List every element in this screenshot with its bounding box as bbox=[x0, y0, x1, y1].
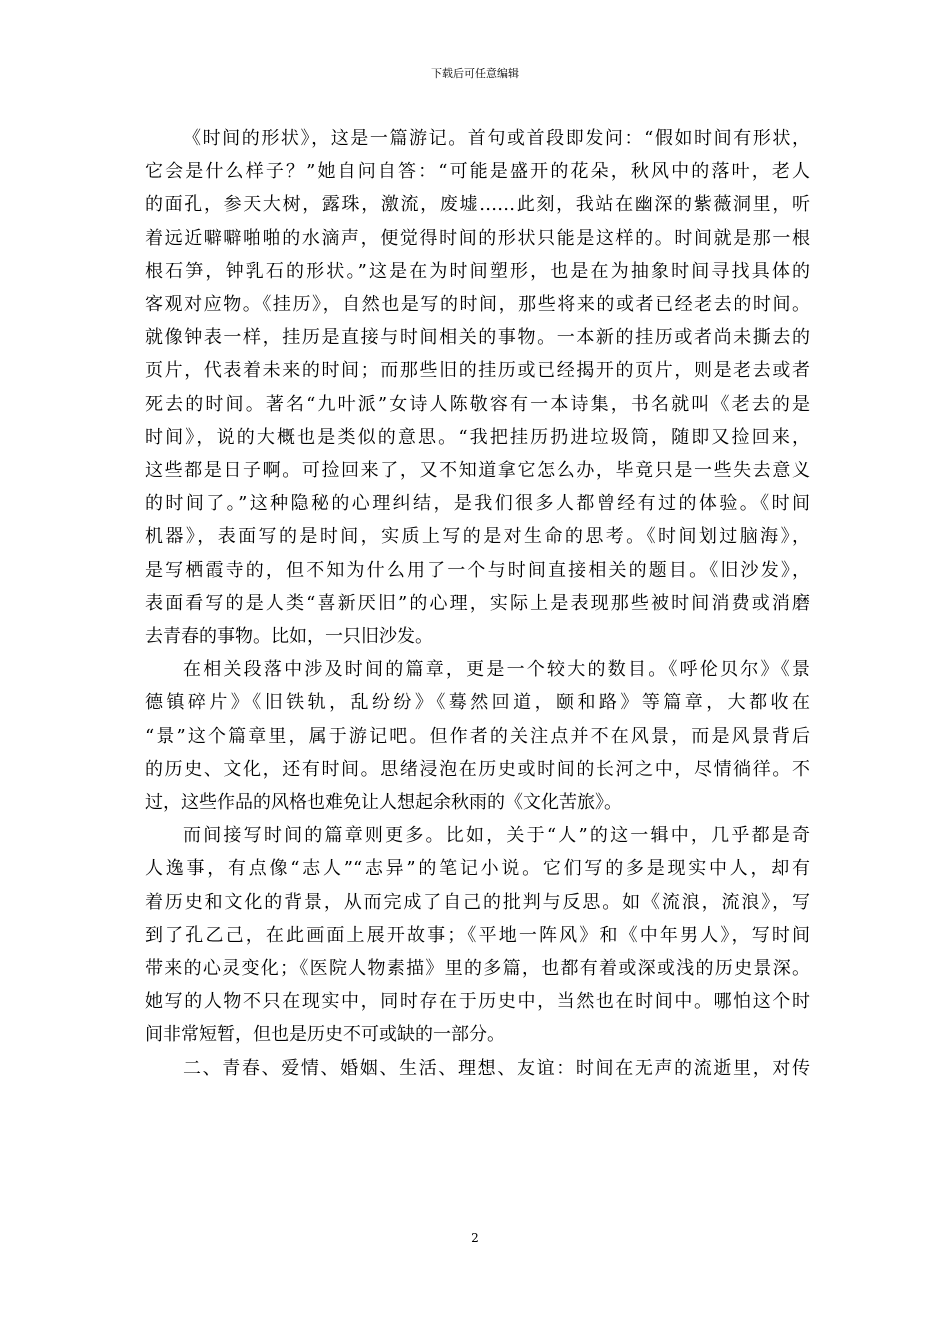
text-line: 就像钟表一样，挂历是直接与时间相关的事物。一本新的挂历或者尚未撕去的 bbox=[145, 327, 810, 349]
text-line: 表面看写的是人类“喜新厌旧”的心理，实际上是表现那些被时间消费或消磨 bbox=[145, 592, 810, 614]
text-line: 的时间了。”这种隐秘的心理纠结，是我们很多人都曾经有过的体验。《时间 bbox=[145, 493, 810, 515]
text-line: 在相关段落中涉及时间的篇章，更是一个较大的数目。《呼伦贝尔》《景 bbox=[183, 659, 810, 681]
text-line: 它会是什么样子？”她自问自答：“可能是盛开的花朵，秋风中的落叶，老人 bbox=[145, 161, 810, 183]
text-line: 着历史和文化的背景，从而完成了自己的批判与反思。如《流浪，流浪》，写 bbox=[145, 891, 810, 913]
text-line: 人逸事，有点像“志人”“志异”的笔记小说。它们写的多是现实中人，却有 bbox=[145, 858, 810, 880]
text-line: 这些都是日子啊。可捡回来了，又不知道拿它怎么办，毕竟只是一些失去意义 bbox=[145, 460, 810, 482]
page-header: 下载后可任意编辑 bbox=[431, 67, 519, 80]
text-line: 德镇碎片》《旧铁轨，乱纷纷》《蓦然回道，颐和路》等篇章，大都收在 bbox=[145, 692, 810, 714]
text-line: 她写的人物不只在现实中，同时存在于历史中，当然也在时间中。哪怕这个时 bbox=[145, 991, 810, 1013]
text-line: 根石笋，钟乳石的形状。”这是在为时间塑形，也是在为抽象时间寻找具体的 bbox=[145, 260, 810, 282]
text-line: 到了孔乙己，在此画面上展开故事；《平地一阵风》和《中年男人》，写时间 bbox=[145, 924, 810, 946]
text-line: 死去的时间。著名“九叶派”女诗人陈敬容有一本诗集，书名就叫《老去的是 bbox=[145, 393, 810, 415]
text-line: 《时间的形状》，这是一篇游记。首句或首段即发问：“假如时间有形状， bbox=[183, 128, 810, 149]
document-body bbox=[145, 122, 810, 1085]
text-line: 页片，代表着未来的时间；而那些旧的挂历或已经揭开的页片，则是老去或者 bbox=[145, 360, 810, 382]
paragraph-1 bbox=[145, 122, 810, 653]
text-line: 时间》，说的大概也是类似的意思。“我把挂历扔进垃圾筒，随即又捡回来， bbox=[145, 426, 810, 448]
text-line: 而间接写时间的篇章则更多。比如，关于“人”的这一辑中，几乎都是奇 bbox=[183, 825, 810, 847]
text-line: 带来的心灵变化；《医院人物素描》里的多篇，也都有着或深或浅的历史景深。 bbox=[145, 958, 810, 980]
page-number: 2 bbox=[471, 1231, 479, 1245]
text-line: 客观对应物。《挂历》，自然也是写的时间，那些将来的或者已经老去的时间。 bbox=[145, 294, 810, 316]
paragraph-3 bbox=[145, 819, 810, 1051]
text-line: 去青春的事物。比如，一只旧沙发。 bbox=[145, 626, 433, 648]
text-line: 二、青春、爱情、婚姻、生活、理想、友谊：时间在无声的流逝里，对传 bbox=[183, 1057, 810, 1079]
text-line: 机器》，表面写的是时间，实质上写的是对生命的思考。《时间划过脑海》， bbox=[145, 526, 810, 548]
text-line: 间非常短暂，但也是历史不可或缺的一部分。 bbox=[145, 1024, 505, 1046]
text-line: 的面孔，参天大树，露珠，激流，废墟……此刻，我站在幽深的紫薇洞里，听 bbox=[145, 194, 810, 216]
paragraph-2 bbox=[145, 653, 810, 819]
text-line: 的历史、文化，还有时间。思绪浸泡在历史或时间的长河之中，尽情徜徉。不 bbox=[145, 758, 810, 780]
text-line: 过，这些作品的风格也难免让人想起余秋雨的《文化苦旅》。 bbox=[145, 792, 622, 814]
text-line: 着远近噼噼啪啪的水滴声，便觉得时间的形状只能是这样的。时间就是那一根 bbox=[145, 227, 810, 249]
paragraph-4 bbox=[145, 1052, 810, 1085]
text-line: “景”这个篇章里，属于游记吧。但作者的关注点并不在风景，而是风景背后 bbox=[145, 725, 810, 747]
text-line: 是写栖霞寺的，但不知为什么用了一个与时间直接相关的题目。《旧沙发》， bbox=[145, 559, 810, 581]
